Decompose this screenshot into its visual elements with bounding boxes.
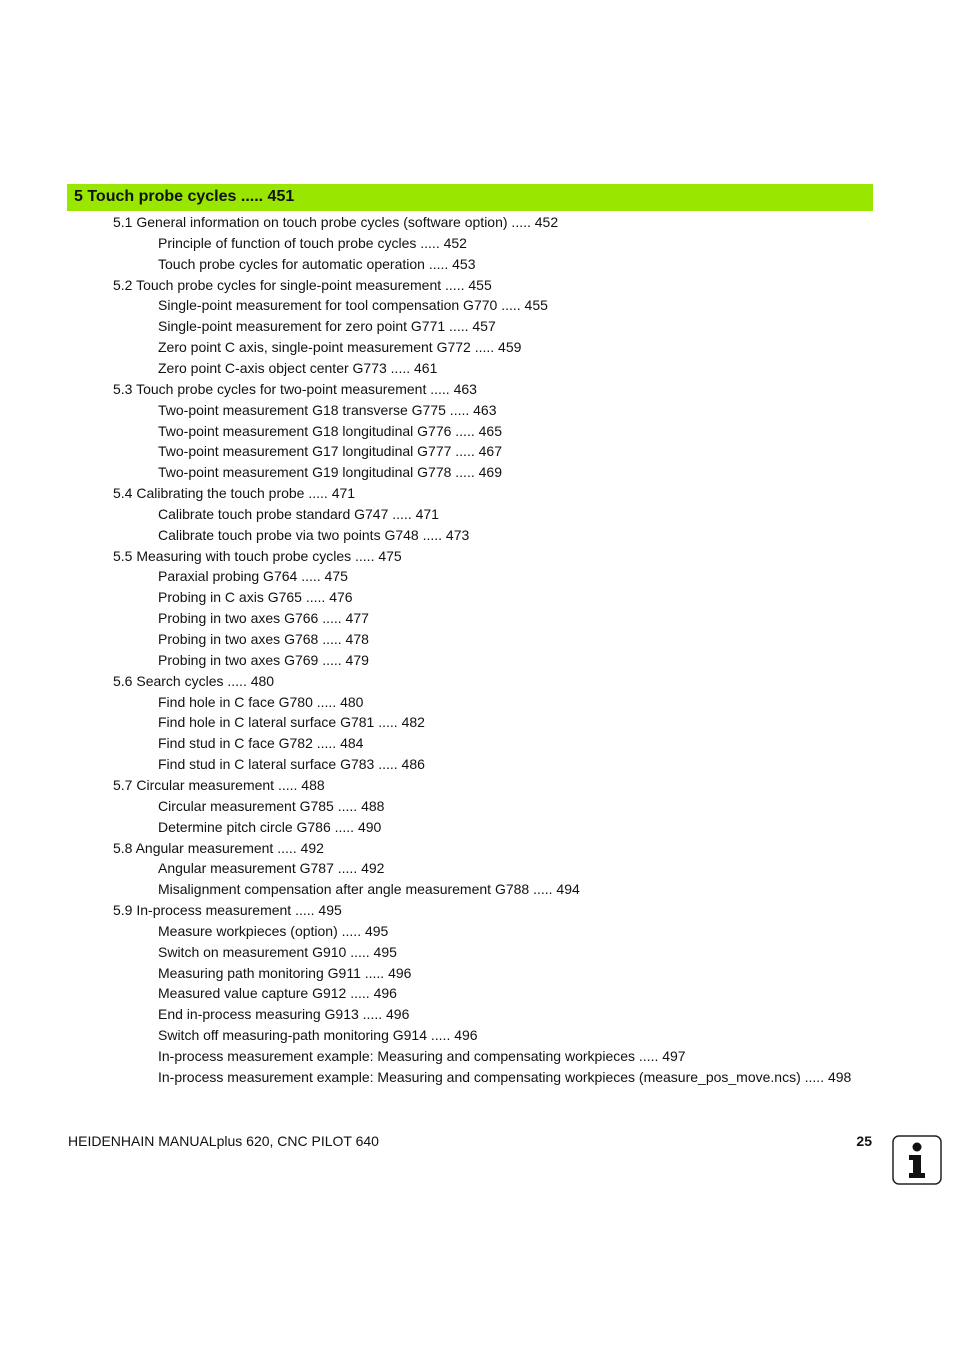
toc-subsection-entry[interactable]: Calibrate touch probe via two points G748 ..... 473 <box>158 526 470 543</box>
toc-subsection-entry[interactable]: Zero point C axis, single-point measurement G772 ..... 459 <box>158 339 522 356</box>
chapter-heading-bar <box>67 184 873 211</box>
toc-subsection-entry[interactable]: In-process measurement example: Measuring and compensating workpieces (measure_pos_move.ncs) ..... 498 <box>158 1068 852 1085</box>
toc-section-entry[interactable]: 5.7 Circular measurement ..... 488 <box>113 776 325 793</box>
toc-section-entry[interactable]: 5.6 Search cycles ..... 480 <box>113 672 275 689</box>
toc-section-entry[interactable]: 5.3 Touch probe cycles for two-point measurement ..... 463 <box>113 380 477 397</box>
toc-section-entry[interactable]: 5.8 Angular measurement ..... 492 <box>113 839 324 856</box>
toc-subsection-entry[interactable]: Calibrate touch probe standard G747 ..... 471 <box>158 505 439 522</box>
toc-subsection-entry[interactable]: Two-point measurement G19 longitudinal G778 ..... 469 <box>158 464 502 481</box>
toc-subsection-entry[interactable]: Angular measurement G787 ..... 492 <box>158 860 385 877</box>
toc-subsection-entry[interactable]: Probing in C axis G765 ..... 476 <box>158 589 353 606</box>
toc-subsection-entry[interactable]: Probing in two axes G768 ..... 478 <box>158 631 369 647</box>
footer-product-name: HEIDENHAIN MANUALplus 620, CNC PILOT 640 <box>68 1133 379 1149</box>
toc-section-entry[interactable]: 5.9 In-process measurement ..... 495 <box>113 902 342 919</box>
toc-section-entry[interactable]: 5.4 Calibrating the touch probe ..... 471 <box>113 485 356 502</box>
toc-subsection-entry[interactable]: Find stud in C face G782 ..... 484 <box>158 735 364 752</box>
toc-subsection-entry[interactable]: Measuring path monitoring G911 ..... 496 <box>158 964 412 981</box>
toc-subsection-entry[interactable]: Two-point measurement G17 longitudinal G777 ..... 467 <box>158 443 502 460</box>
toc-subsection-entry[interactable]: Two-point measurement G18 transverse G775 ..... 463 <box>158 401 497 418</box>
toc-subsection-entry[interactable]: In-process measurement example: Measuring and compensating workpieces ..... 497 <box>158 1048 686 1064</box>
toc-subsection-entry[interactable]: Probing in two axes G766 ..... 477 <box>158 610 369 627</box>
toc-subsection-entry[interactable]: Zero point C-axis object center G773 ..... 461 <box>158 359 438 376</box>
toc-subsection-entry[interactable]: Circular measurement G785 ..... 488 <box>158 797 385 814</box>
toc-subsection-entry[interactable]: Find hole in C face G780 ..... 480 <box>158 693 364 710</box>
toc-section-entry[interactable]: 5.1 General information on touch probe cycles (software option) ..... 452 <box>113 214 559 230</box>
page-number: 25 <box>856 1133 872 1149</box>
toc-section-entry[interactable]: 5.2 Touch probe cycles for single-point measurement ..... 455 <box>113 276 492 293</box>
toc-subsection-entry[interactable]: End in-process measuring G913 ..... 496 <box>158 1006 410 1023</box>
toc-subsection-entry[interactable]: Paraxial probing G764 ..... 475 <box>158 568 348 585</box>
toc-subsection-entry[interactable]: Principle of function of touch probe cycles ..... 452 <box>158 234 467 251</box>
toc-subsection-entry[interactable]: Measure workpieces (option) ..... 495 <box>158 922 389 939</box>
toc-subsection-entry[interactable]: Switch on measurement G910 ..... 495 <box>158 943 397 960</box>
toc-subsection-entry[interactable]: Determine pitch circle G786 ..... 490 <box>158 818 382 835</box>
toc-subsection-entry[interactable]: Misalignment compensation after angle measurement G788 ..... 494 <box>158 881 580 898</box>
toc-subsection-entry[interactable]: Find stud in C lateral surface G783 ..... 486 <box>158 756 425 773</box>
toc-subsection-entry[interactable]: Probing in two axes G769 ..... 479 <box>158 651 369 668</box>
toc-subsection-entry[interactable]: Touch probe cycles for automatic operation ..... 453 <box>158 255 476 272</box>
chapter-title[interactable]: 5 Touch probe cycles ..... 451 <box>74 188 295 205</box>
toc-section-entry[interactable]: 5.5 Measuring with touch probe cycles ..... 475 <box>113 547 402 564</box>
toc-subsection-entry[interactable]: Single-point measurement for tool compensation G770 ..... 455 <box>158 297 548 314</box>
toc-subsection-entry[interactable]: Measured value capture G912 ..... 496 <box>158 985 397 1002</box>
toc-subsection-entry[interactable]: Single-point measurement for zero point G771 ..... 457 <box>158 318 496 335</box>
toc-subsection-entry[interactable]: Switch off measuring-path monitoring G914 ..... 496 <box>158 1027 478 1044</box>
toc-subsection-entry[interactable]: Find hole in C lateral surface G781 ..... 482 <box>158 714 425 731</box>
info-icon <box>892 1135 942 1185</box>
toc-subsection-entry[interactable]: Two-point measurement G18 longitudinal G776 ..... 465 <box>158 422 502 439</box>
